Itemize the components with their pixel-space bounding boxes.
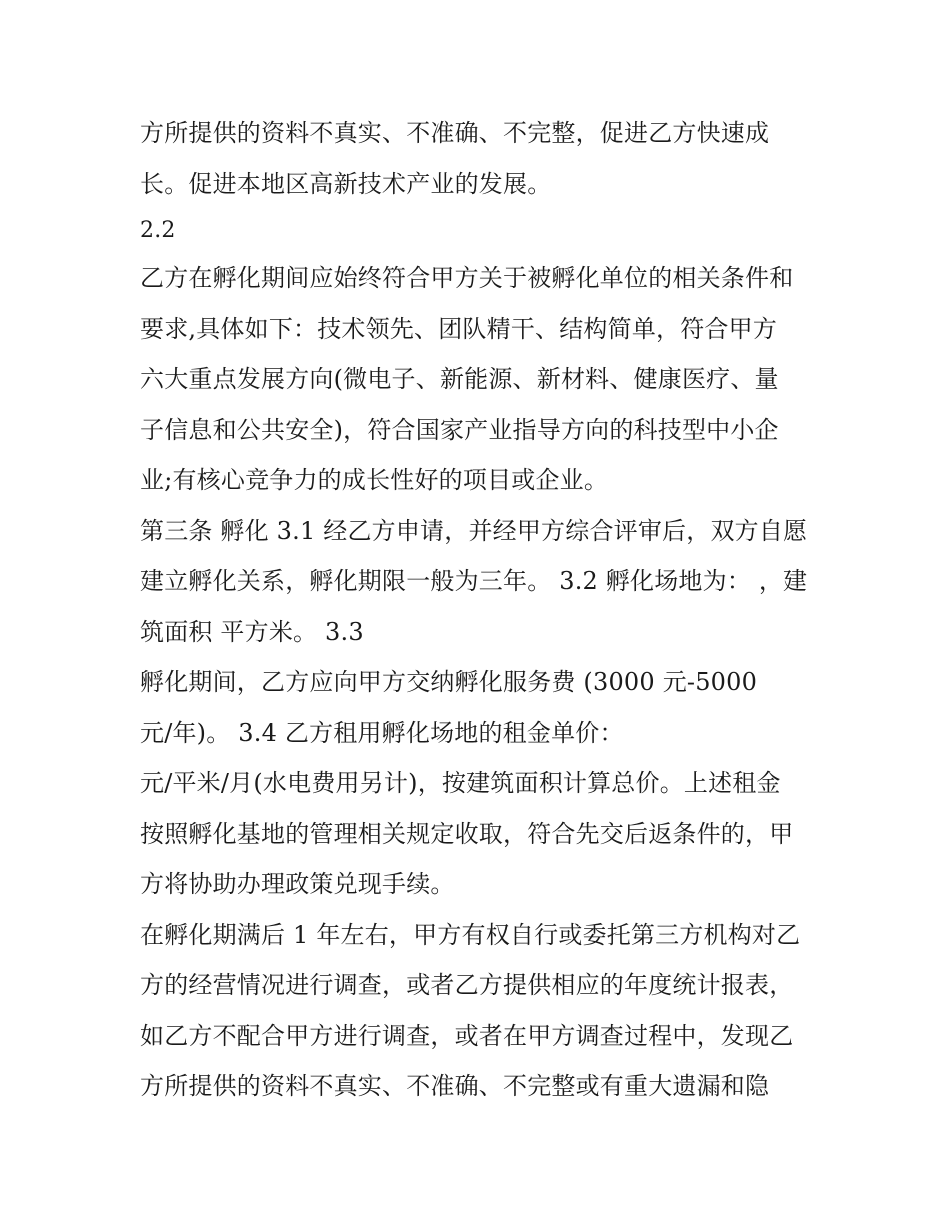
- article-three-heading-line: 第三条 孵化 3.1 经乙方申请，并经甲方综合评审后，双方自愿: [140, 516, 808, 545]
- text-line-4: 乙方在孵化期间应始终符合甲方关于被孵化单位的相关条件和: [140, 264, 794, 292]
- text-line-14: 元/平米/月(水电费用另计)，按建筑面积计算总价。上述租金: [140, 769, 781, 797]
- text-line-11: 筑面积 平方米。 3.3: [140, 617, 364, 646]
- section-number-2-2: 2.2: [140, 218, 176, 243]
- text-line-18: 方的经营情况进行调查，或者乙方提供相应的年度统计报表，: [140, 971, 794, 999]
- document-body: [140, 108, 830, 1112]
- text-line-12: 孵化期间，乙方应向甲方交纳孵化服务费 (3000 元-5000: [140, 668, 758, 696]
- text-line-6: 六大重点发展方向(微电子、新能源、新材料、健康医疗、量: [140, 365, 779, 393]
- text-line-13: 元/年)。 3.4 乙方租用孵化场地的租金单价：: [140, 718, 624, 747]
- text-line-20: 方所提供的资料不真实、不准确、不完整或有重大遗漏和隐: [140, 1072, 770, 1100]
- text-line-2: 长。促进本地区高新技术产业的发展。: [140, 169, 552, 198]
- text-line-7: 子信息和公共安全)，符合国家产业指导方向的科技型中小企: [140, 415, 779, 444]
- text-line-1: 方所提供的资料不真实、不准确、不完整，促进乙方快速成: [140, 119, 770, 147]
- text-line-8: 业;有核心竞争力的成长性好的项目或企业。: [140, 466, 609, 494]
- text-line-17: 在孵化期满后 1 年左右，甲方有权自行或委托第三方机构对乙: [140, 920, 801, 949]
- text-line-5: 要求,具体如下：技术领先、团队精干、结构简单，符合甲方: [140, 314, 778, 343]
- text-line-16: 方将协助办理政策兑现手续。: [140, 870, 455, 898]
- text-line-10: 建立孵化关系，孵化期限一般为三年。 3.2 孵化场地为： ，建: [140, 567, 808, 595]
- text-line-15: 按照孵化基地的管理相关规定收取，符合先交后返条件的，甲: [140, 819, 794, 848]
- text-line-19: 如乙方不配合甲方进行调查，或者在甲方调查过程中，发现乙: [140, 1021, 794, 1050]
